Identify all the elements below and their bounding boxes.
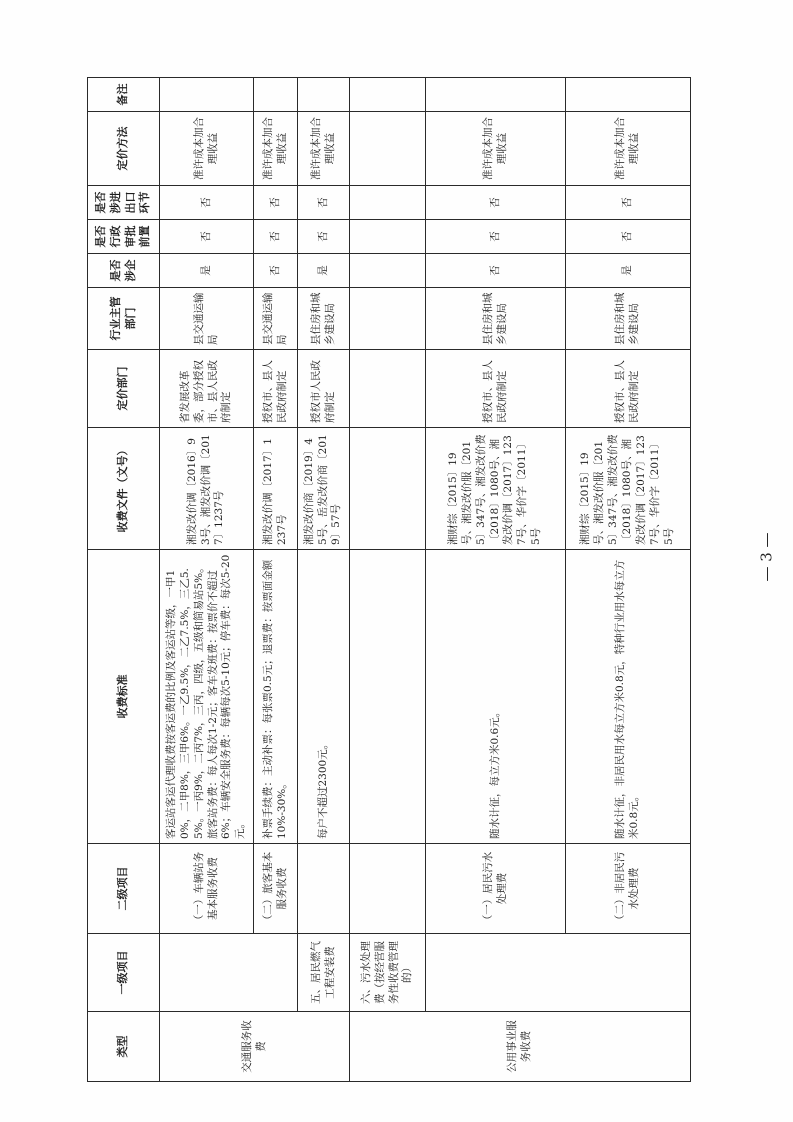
header-is-enterprise: 是否涉企 <box>88 254 160 288</box>
page-number: — 3 — <box>757 532 776 582</box>
table-row <box>160 78 254 1082</box>
header-dept: 定价部门 <box>88 350 160 428</box>
cell-admin-pre: 否 <box>298 220 350 254</box>
cell-dept: 省发展改革委，部分授权市、县人民政府制定 <box>160 350 254 428</box>
cell-is-enterprise <box>350 254 426 288</box>
cell-standard <box>350 550 426 844</box>
table-row <box>426 78 566 1082</box>
cell-level2 <box>298 844 350 934</box>
cell-type: 交通服务收费 <box>160 1012 350 1082</box>
cell-standard: 补票手续费：主动补票：每张票0.5元；退票费：按票面金额10%-30%。 <box>254 550 298 844</box>
cell-industry: 县住房和城乡建设局 <box>566 288 691 350</box>
cell-is-enterprise: 是 <box>566 254 691 288</box>
cell-import-export: 否 <box>160 186 254 220</box>
cell-admin-pre <box>350 220 426 254</box>
fee-table <box>87 77 691 1082</box>
cell-level2: （二）旅客基本服务收费 <box>254 844 298 934</box>
cell-is-enterprise: 否 <box>426 254 566 288</box>
cell-method: 准许成本加合理收益 <box>566 112 691 186</box>
cell-note <box>160 78 254 112</box>
cell-file: 湘发改价调〔2017〕1237号 <box>254 428 298 550</box>
cell-admin-pre: 否 <box>254 220 298 254</box>
cell-file: 湘财综〔2015〕19号、湘发改价服〔2015〕347号、湘发改价费〔2018〕1080号、湘发改价调〔2017〕1237号、华价字〔2011〕5号 <box>426 428 566 550</box>
cell-level2: （一）居民污水处理费 <box>426 844 566 934</box>
cell-file: 湘财综〔2015〕19号、湘发改价服〔2015〕347号、湘发改价费〔2018〕1080号、湘发改价调〔2017〕1237号、华价字〔2011〕5号 <box>566 428 691 550</box>
cell-dept: 授权市人民政府制定 <box>298 350 350 428</box>
cell-method: 准许成本加合理收益 <box>426 112 566 186</box>
cell-method: 准许成本加合理收益 <box>160 112 254 186</box>
table-row <box>566 78 691 1082</box>
cell-industry: 县住房和城乡建设局 <box>426 288 566 350</box>
header-import-export: 是否涉进出口环节 <box>88 186 160 220</box>
table-row <box>298 78 350 1082</box>
cell-is-enterprise: 否 <box>254 254 298 288</box>
cell-level2: （一）车辆站务基本服务收费 <box>160 844 254 934</box>
cell-note <box>566 78 691 112</box>
header-file: 收费文件（文号） <box>88 428 160 550</box>
cell-import-export: 否 <box>298 186 350 220</box>
cell-industry: 县交通运输局 <box>254 288 298 350</box>
header-level1: 一级项目 <box>88 934 160 1012</box>
header-admin-pre: 是否行政审批前置 <box>88 220 160 254</box>
cell-industry: 县住房和城乡建设局 <box>298 288 350 350</box>
header-type: 类型 <box>88 1012 160 1082</box>
cell-dept <box>350 350 426 428</box>
cell-note <box>254 78 298 112</box>
header-note: 备注 <box>88 78 160 112</box>
cell-dept: 授权市、县人民政府制定 <box>254 350 298 428</box>
cell-method: 准许成本加合理收益 <box>254 112 298 186</box>
cell-level1: 五、居民燃气工程安装费 <box>298 934 350 1012</box>
cell-level1 <box>426 934 691 1012</box>
cell-is-enterprise: 是 <box>298 254 350 288</box>
cell-note <box>426 78 566 112</box>
cell-level2 <box>350 844 426 934</box>
cell-type: 公用事业服务收费 <box>350 1012 691 1082</box>
cell-level1: 六、污水处理费（按经营服务性收费管理的） <box>350 934 426 1012</box>
cell-standard: 客运站客运代理收费按客运费的比例及客运站等级，一甲10%，二甲8%，三甲6%。一乙9.5%，二乙7.5%，三乙5.5%。一丙9%，二丙7%，三丙，四级，五级和简易站5%。旅客站务费：每人每次1-2元；客车发班费：按票价不超过6%；车辆安全服务费：每辆每次5-10元；停车费：每次5-20元。 <box>160 550 254 844</box>
cell-level2: （二）非居民污水处理费 <box>566 844 691 934</box>
cell-file: 湘发改价调〔2016〕93号、湘发改价调〔2017〕1237号 <box>160 428 254 550</box>
cell-is-enterprise: 是 <box>160 254 254 288</box>
cell-import-export: 否 <box>426 186 566 220</box>
cell-method: 准许成本加合理收益 <box>298 112 350 186</box>
cell-admin-pre: 否 <box>160 220 254 254</box>
cell-industry <box>350 288 426 350</box>
cell-standard: 每户不超过2300元。 <box>298 550 350 844</box>
cell-file <box>350 428 426 550</box>
cell-admin-pre: 否 <box>566 220 691 254</box>
cell-industry: 县交通运输局 <box>160 288 254 350</box>
cell-standard: 随水计征，非居民用水每立方米0.8元，特种行业用水每立方米0.8元。 <box>566 550 691 844</box>
cell-note <box>298 78 350 112</box>
cell-import-export: 否 <box>566 186 691 220</box>
header-level2: 二级项目 <box>88 844 160 934</box>
table-header-row <box>88 78 160 1082</box>
cell-dept: 授权市、县人民政府制定 <box>426 350 566 428</box>
rotated-table-wrapper <box>87 78 690 1082</box>
header-industry: 行业主管部门 <box>88 288 160 350</box>
table-row <box>350 78 426 1082</box>
cell-import-export <box>350 186 426 220</box>
cell-admin-pre: 否 <box>426 220 566 254</box>
cell-level1 <box>160 934 298 1012</box>
cell-standard: 随水计征，每立方米0.6元。 <box>426 550 566 844</box>
header-method: 定价方法 <box>88 112 160 186</box>
cell-import-export: 否 <box>254 186 298 220</box>
cell-method <box>350 112 426 186</box>
header-standard: 收费标准 <box>88 550 160 844</box>
table-row <box>254 78 298 1082</box>
cell-note <box>350 78 426 112</box>
cell-file: 湘发改价商〔2019〕45号、岳发改价商〔2019〕57号 <box>298 428 350 550</box>
cell-dept: 授权市、县人民政府制定 <box>566 350 691 428</box>
